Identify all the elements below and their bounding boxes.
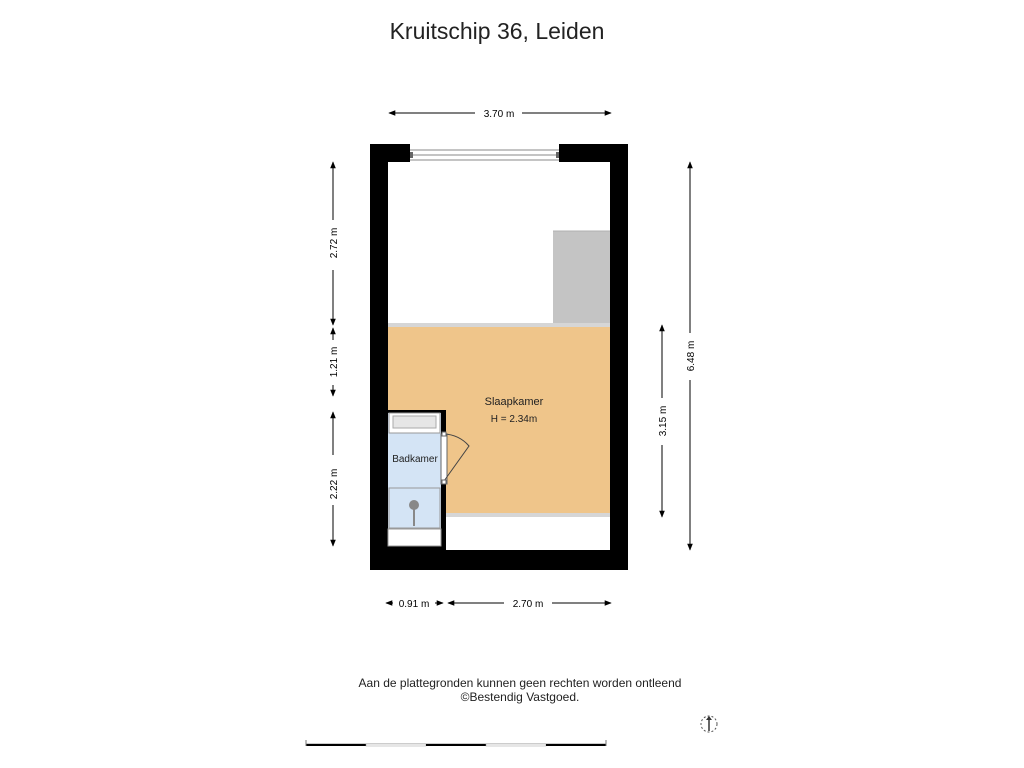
dimension-top-width-label: 3.70 m xyxy=(483,109,515,120)
dimension-top-width xyxy=(389,109,611,120)
north-arrow-icon xyxy=(701,716,717,732)
bedroom-name: Slaapkamer xyxy=(484,396,544,408)
disclaimer-text: Aan de plattegronden kunnen geen rechten worden ontleend xyxy=(358,676,682,690)
dimension-left-middle xyxy=(329,328,340,396)
dimension-bottom-left-label: 0.91 m xyxy=(398,599,430,610)
bathroom-door xyxy=(441,434,447,484)
dimension-right-inner xyxy=(658,325,669,517)
dimension-left-upper xyxy=(329,162,340,325)
lower-area xyxy=(446,513,610,550)
bathroom-name: Badkamer xyxy=(392,454,438,465)
plan-title: Kruitschip 36, Leiden xyxy=(389,18,605,44)
window xyxy=(410,144,559,162)
dimension-right-outer xyxy=(686,162,697,550)
dimension-left-upper-label: 2.72 m xyxy=(329,227,340,259)
dimension-left-lower xyxy=(329,412,340,546)
stairs xyxy=(553,231,610,325)
dimension-right-outer-label: 6.48 m xyxy=(686,340,697,372)
copyright-text: ©Bestendig Vastgoed. xyxy=(460,690,580,704)
bedroom-height: H = 2.34m xyxy=(490,414,538,425)
dimension-bottom-left xyxy=(386,599,443,610)
dimension-bottom-right xyxy=(448,599,611,610)
dimension-left-lower-label: 2.22 m xyxy=(329,468,340,500)
scale-bar xyxy=(306,740,606,746)
dimension-right-inner-label: 3.15 m xyxy=(658,405,669,437)
dimension-left-middle-label: 1.21 m xyxy=(329,346,340,378)
dimension-bottom-right-label: 2.70 m xyxy=(512,599,544,610)
